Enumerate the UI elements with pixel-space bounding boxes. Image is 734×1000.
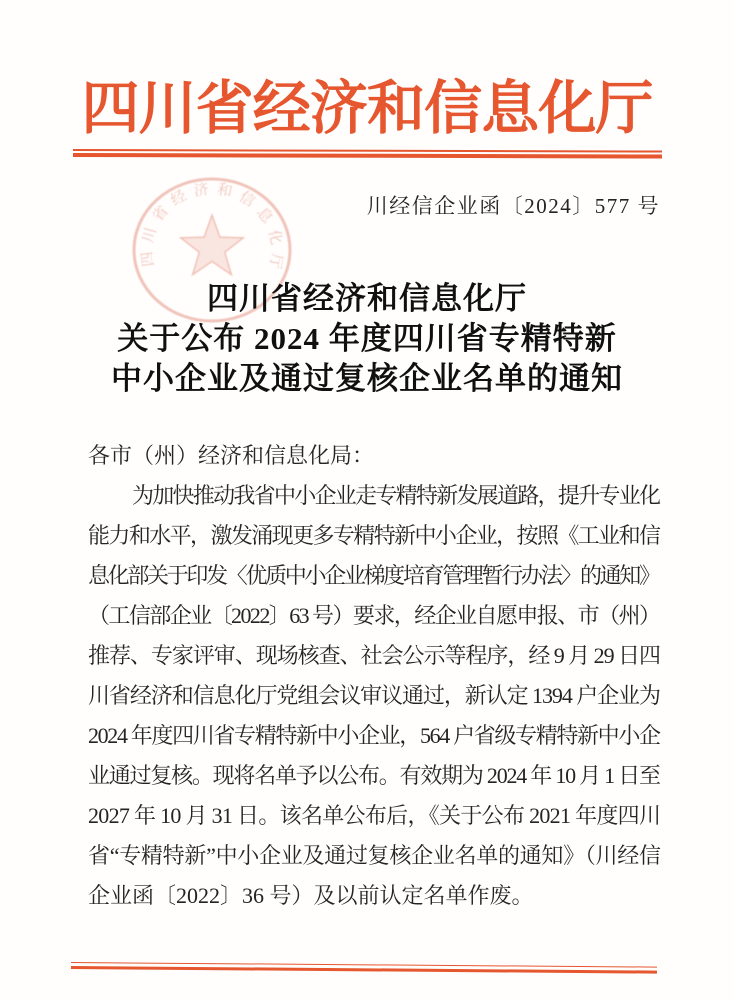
agency-masthead-title: 四川省经济和信息化厅	[81, 76, 653, 141]
notice-title-line-2: 关于公布 2024 年度四川省专精特新	[117, 321, 617, 356]
notice-title	[0, 279, 734, 399]
notice-title-line-1: 四川省经济和信息化厅	[207, 281, 527, 316]
body-line-last: 企业函〔2022〕36 号）及以前认定名单作废。	[88, 883, 534, 908]
body-line: 川省经济和信息化厅党组会议审议通过，新认定 1394 户企业为	[88, 683, 660, 708]
masthead-double-rule	[73, 149, 662, 159]
document-number: 川经信企业函〔2024〕577 号	[366, 194, 660, 218]
body-line: 推荐、专家评审、现场核查、社会公示等程序，经 9 月 29 日四	[88, 643, 660, 668]
body-line: 能力和水平，激发涌现更多专精特新中小企业，按照《工业和信	[88, 523, 660, 548]
body-line: 2027 年 10 月 31 日。该名单公布后，《关于公布 2021 年度四川	[88, 803, 661, 828]
seal-star-icon	[181, 215, 244, 275]
body-line: 省“专精特新”中小企业及通过复核企业名单的通知》（川经信	[88, 843, 661, 868]
masthead	[0, 74, 734, 144]
body-line: 业通过复核。现将名单予以公布。有效期为 2024 年 10 月 1 日至	[88, 763, 660, 788]
body-line: 2024 年度四川省专精特新中小企业，564 户省级专精特新中小企	[88, 723, 660, 748]
notice-title-line-3: 中小企业及通过复核企业名单的通知	[111, 361, 623, 396]
salutation: 各市（州）经济和信息化局：	[88, 443, 375, 468]
seal-arc-text: 四川省经济和信息化厅	[139, 181, 285, 270]
body-line: 为加快推动我省中小企业走专精特新发展道路，提升专业化	[132, 483, 660, 508]
body-line: 息化部关于印发〈优质中小企业梯度培育管理暂行办法〉的通知》	[88, 563, 659, 588]
footer-double-rule	[71, 962, 657, 974]
body-line: （工信部企业〔2022〕63 号）要求，经企业自愿申报、市（州）	[88, 603, 660, 628]
body-content	[88, 436, 661, 916]
